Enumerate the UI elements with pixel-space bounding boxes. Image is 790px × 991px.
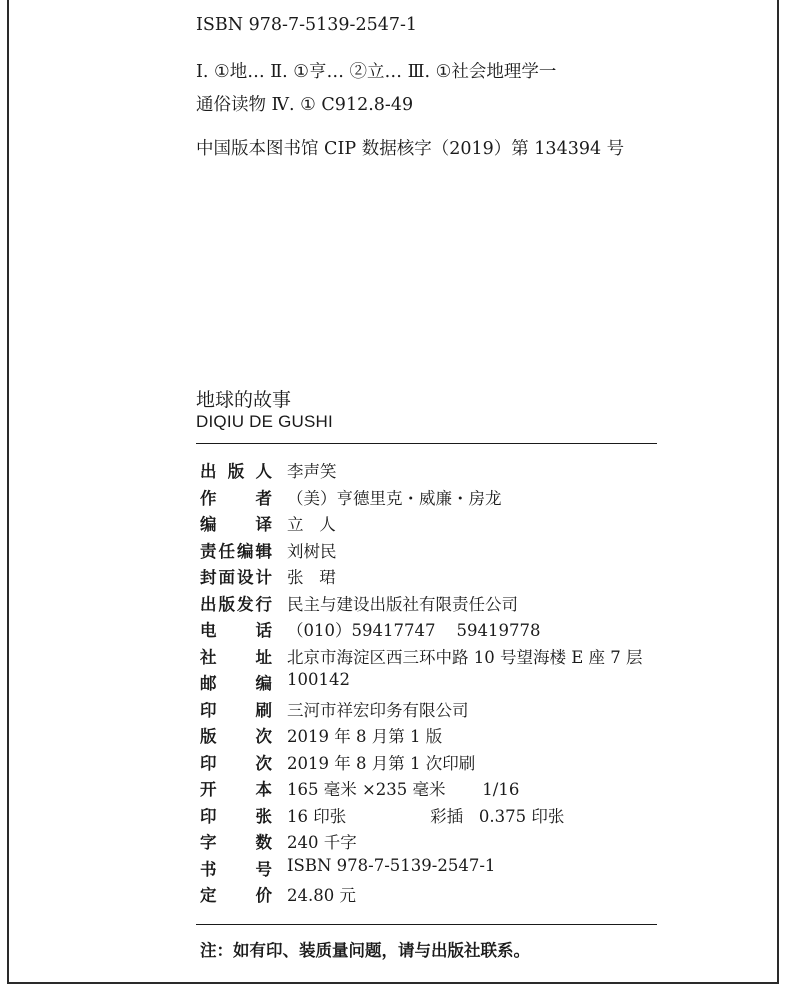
info-label-char: 出: [200, 594, 217, 614]
info-label: [200, 644, 272, 668]
info-label-char: 印: [200, 806, 217, 826]
book-pinyin: DIQIU DE GUSHI: [196, 412, 333, 431]
info-value: 李声笑: [287, 462, 337, 481]
info-value: 2019 年 8 月第 1 次印刷: [287, 753, 476, 773]
info-label-char: 数: [255, 833, 272, 852]
info-value: 立 人: [287, 515, 336, 534]
info-label-char: 号: [255, 859, 272, 879]
info-value: 24.80 元: [287, 886, 356, 905]
quality-note: 注：如有印、装质量问题，请与出版社联系。: [200, 941, 530, 960]
info-label: [200, 538, 272, 562]
info-label-char: 编: [255, 674, 272, 693]
info-value: 张 珺: [287, 568, 336, 587]
info-label: [200, 776, 272, 800]
info-label-char: 作: [200, 488, 217, 508]
info-label-char: 封: [200, 568, 217, 587]
info-label-char: 责: [200, 541, 217, 561]
info-label: [200, 511, 272, 535]
info-label-char: 者: [255, 488, 272, 508]
info-label-char: 书: [200, 859, 217, 879]
info-label-char: 定: [200, 886, 217, 905]
info-value: 北京市海淀区西三环中路 10 号望海楼 E 座 7 层: [287, 647, 643, 667]
book-title: 地球的故事: [196, 389, 292, 411]
info-label-char: 编: [200, 515, 217, 534]
info-value: 100142: [287, 670, 350, 689]
info-label-char: 辑: [255, 541, 272, 561]
info-value: （美）亨德里克・威廉・房龙: [287, 488, 502, 508]
info-label: [200, 882, 272, 906]
info-label: [200, 458, 272, 482]
info-label: [200, 485, 272, 509]
top-divider: [196, 443, 657, 444]
info-label-char: 址: [255, 647, 272, 667]
info-label-char: 计: [255, 568, 272, 587]
info-label: [200, 697, 272, 721]
info-label-char: 编: [237, 541, 254, 561]
info-label-char: 设: [237, 568, 254, 587]
info-value: （010）59417747 59419778: [287, 621, 541, 640]
info-label-char: 发: [237, 594, 254, 614]
info-label-char: 电: [200, 621, 217, 640]
info-label-char: 邮: [200, 674, 217, 693]
info-value: 240 千字: [287, 833, 357, 852]
info-label-char: 版: [218, 594, 235, 614]
info-label-char: 字: [200, 833, 217, 852]
info-label: [200, 856, 272, 880]
info-label: [200, 723, 272, 747]
info-value: 2019 年 8 月第 1 版: [287, 727, 443, 746]
info-label-char: 版: [200, 727, 217, 746]
info-label-char: 话: [255, 621, 272, 640]
info-label-char: 本: [255, 780, 272, 799]
info-value: 16 印张 彩插 0.375 印张: [287, 806, 565, 826]
cip-classification-cont: 通俗读物 Ⅳ. ① C912.8-49: [196, 95, 414, 115]
info-value: ISBN 978-7-5139-2547-1: [287, 855, 496, 875]
info-label-char: 社: [200, 647, 217, 667]
info-label-char: 人: [255, 462, 272, 481]
info-label-char: 面: [218, 568, 235, 587]
info-label-char: 行: [255, 594, 272, 614]
info-value: 刘树民: [287, 541, 337, 561]
info-value: 165 毫米 ×235 毫米 1/16: [287, 780, 520, 799]
info-label-char: 译: [255, 515, 272, 534]
info-label: [200, 829, 272, 853]
info-label: [200, 564, 272, 588]
cip-classification: Ⅰ. ①地… Ⅱ. ①亨… ②立… Ⅲ. ①社会地理学一: [196, 62, 557, 82]
info-label-char: 版: [227, 462, 245, 481]
bottom-divider: [196, 924, 657, 925]
info-label-char: 次: [255, 727, 272, 746]
info-label-char: 印: [200, 753, 217, 773]
info-label: [200, 803, 272, 827]
info-label-char: 价: [255, 886, 272, 905]
info-label: [200, 617, 272, 641]
info-label-char: 印: [200, 700, 217, 720]
cip-isbn: ISBN 978-7-5139-2547-1: [196, 15, 418, 35]
info-label-char: 刷: [255, 700, 272, 720]
info-value: 三河市祥宏印务有限公司: [287, 700, 469, 720]
info-label-char: 张: [255, 806, 272, 826]
info-label-char: 出: [200, 462, 217, 481]
info-label-char: 任: [218, 541, 235, 561]
info-label: [200, 670, 272, 694]
info-label: [200, 750, 272, 774]
info-label: [200, 591, 272, 615]
info-label-char: 次: [255, 753, 272, 773]
info-value: 民主与建设出版社有限责任公司: [287, 594, 518, 614]
info-label-char: 开: [200, 780, 217, 799]
cip-record-number: 中国版本图书馆 CIP 数据核字（2019）第 134394 号: [196, 139, 625, 159]
